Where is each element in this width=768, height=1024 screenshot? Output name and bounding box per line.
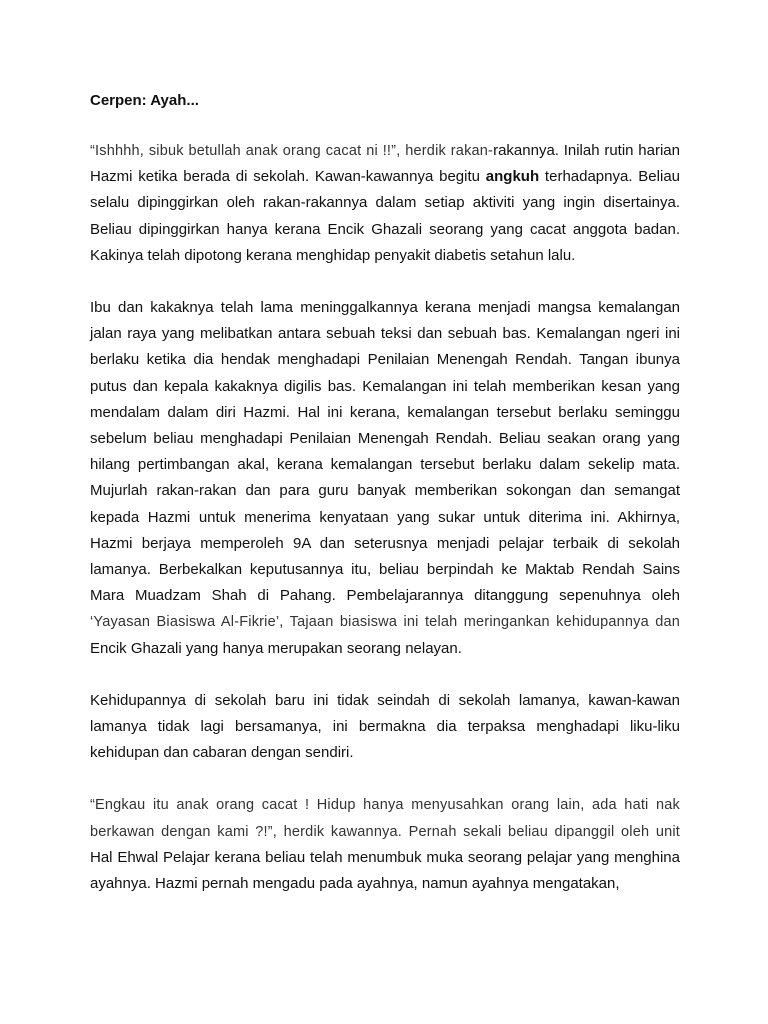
paragraph-2-text-a: Ibu dan kakaknya telah lama meninggalkannya kerana menjadi mangsa kemalangan jalan raya yang melibatkan antara sebuah teksi dan sebuah bas. Kemalangan ngeri ini berlaku ketika dia hendak menghadapi Penilaian Menengah Rendah. Tangan ibunya putus dan kepala kakaknya digilis bas. Kemalangan ini telah memberikan kesan yang mendalam dalam diri Hazmi. Hal ini kerana, kemalangan tersebut berlaku seminggu sebelum beliau menghadapi Penilaian Menengah Rendah. Beliau seakan orang yang hilang pertimbangan akal, kerana kemalangan tersebut berlaku dalam sekelip mata. Mujurlah rakan-rakan dan para guru banyak memberikan sokongan dan semangat kepada Hazmi untuk menerima kenyataan yang sukar untuk diterima ini. Akhirnya, Hazmi berjaya memperoleh 9A dan seterusnya menjadi pelajar terbaik di sekolah lamanya. Berbekalkan keputusannya itu, beliau berpindah ke Maktab Rendah Sains Mara Muadzam Shah di Pahang. Pembelajarannya ditanggung sepenuhnya oleh [90,299,680,605]
dialogue-quote-2: “Engkau itu anak orang cacat ! Hidup hanya menyusahkan orang lain, ada hati nak berkawan dengan kami ?!”, herdik kawannya. Pernah sekali beliau dipanggil oleh unit [90,797,680,840]
paragraph-1 [90,138,680,269]
paragraph-2-text-b: Encik Ghazali yang hanya merupakan seorang nelayan. [90,639,462,657]
paragraph-1-text-a: rakannya. Inilah rutin harian Hazmi ketika berada di sekolah. Kawan-kawannya begitu [90,142,680,186]
paragraph-4 [90,792,680,897]
document-title: Cerpen: Ayah... [90,92,199,109]
paragraph-2-thin-text: ‘Yayasan Biasiswa Al-Fikrie’, Tajaan biasiswa ini telah meringankan kehidupannya dan [90,614,680,631]
paragraph-2 [90,295,680,662]
paragraph-1-text-b: terhadapnya. Beliau selalu dipinggirkan oleh rakan-rakannya dalam setiap aktiviti yang ingin disertainya. Beliau dipinggirkan hanya kerana Encik Ghazali seorang yang cacat anggota badan. Kakinya telah dipotong kerana menghidap penyakit diabetis setahun lalu. [90,168,680,264]
dialogue-quote: “Ishhhh, sibuk betullah anak orang cacat ni !!”, herdik rakan- [90,143,494,159]
emphasized-word: angkuh [485,168,540,186]
paragraph-4-text-b: Hal Ehwal Pelajar kerana beliau telah menumbuk muka seorang pelajar yang menghina ayahnya. Hazmi pernah mengadu pada ayahnya, namun ayahnya mengatakan, [90,848,680,893]
paragraph-3: Kehidupannya di sekolah baru ini tidak seindah di sekolah lamanya, kawan-kawan lamanya tidak lagi bersamanya, ini bermakna dia terpaksa menghadapi liku-liku kehidupan dan cabaran dengan sendiri. [90,691,680,762]
